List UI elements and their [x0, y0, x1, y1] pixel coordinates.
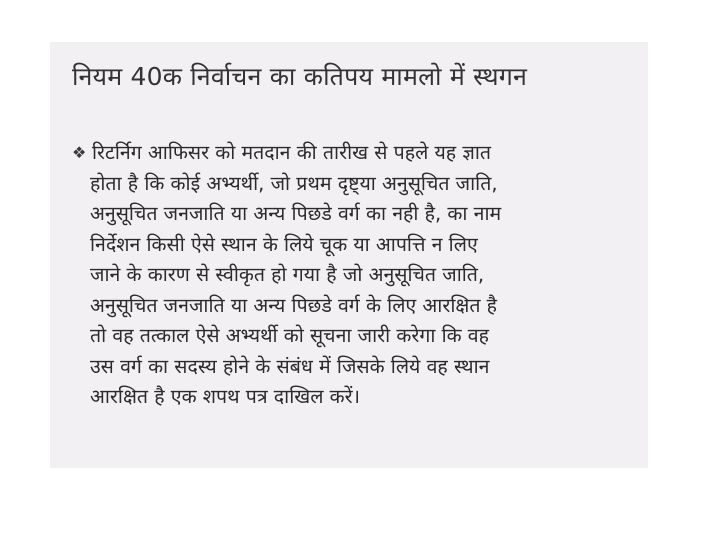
paragraph-line: निर्देशन किसी ऐसे स्थान के लिये चूक या आपत्ति न लिए — [90, 232, 478, 256]
paragraph-line: उस वर्ग का सदस्य होने के संबंध में जिसके लिये वह स्थान — [90, 354, 490, 378]
paragraph-line: अनुसूचित जनजाति या अन्य पिछडे वर्ग के लिए आरक्षित है — [90, 293, 498, 317]
paragraph-line: अनुसूचित जनजाति या अन्य पिछडे वर्ग का नही है, का नाम — [90, 202, 502, 225]
paragraph-line: जाने के कारण से स्वीकृत हो गया है जो अनुसूचित जाति, — [90, 263, 485, 286]
rule-heading: नियम 40क निर्वाचन का कतिपय मामलो में स्थगन — [72, 62, 528, 91]
four-diamond-bullet-icon: ❖ — [72, 143, 87, 162]
rule-paragraph — [72, 138, 638, 413]
scanned-page — [50, 42, 648, 468]
paragraph-line: आरक्षित है एक शपथ पत्र दाखिल करें। — [90, 385, 360, 408]
paragraph-line — [72, 138, 638, 169]
paragraph-line-text: रिटर्निग आफिसर को मतदान की तारीख से पहले यह ज्ञात — [92, 141, 492, 164]
paragraph-line: होता है कि कोई अभ्यर्थी, जो प्रथम दृष्ट्या अनुसूचित जाति, — [90, 171, 498, 195]
paragraph-line: तो वह तत्काल ऐसे अभ्यर्थी को सूचना जारी करेगा कि वह — [90, 324, 489, 347]
